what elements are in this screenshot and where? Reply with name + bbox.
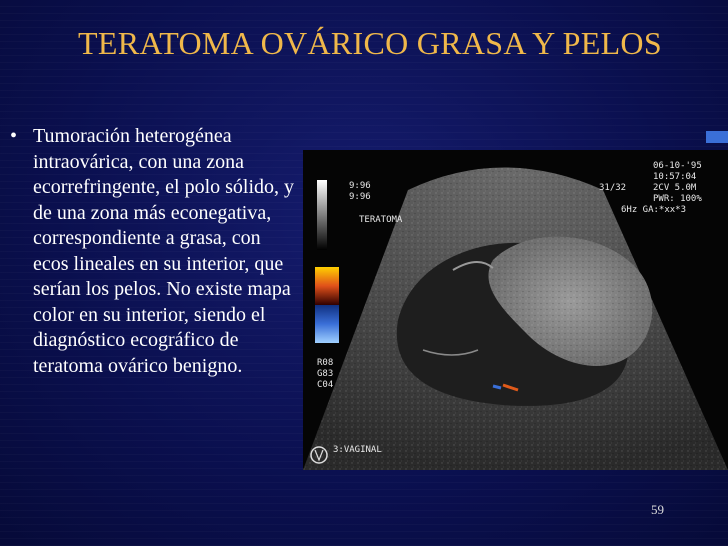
ultrasound-image: [303, 150, 728, 470]
us-g: G83: [317, 369, 334, 379]
color-scale-red: [315, 267, 339, 305]
bullet-text: Tumoración heterogénea intraovárica, con una zona ecorrefringente, el polo sólido, y de una zona más econegativa, correspondiente a grasa, con ecos lineales en su interior, que serían los pelos. No existe mapa color en su interior, siendo el diagnóstico ecográfico de teratoma ovárico benigno.: [33, 125, 295, 377]
us-c: C04: [317, 380, 334, 390]
us-reject: R08: [317, 358, 334, 368]
us-freq: 6Hz GA:*xx*3: [621, 205, 687, 215]
us-power: PWR: 100%: [653, 194, 702, 204]
us-probe: 3:VAGINAL: [333, 445, 382, 455]
bullet-item: [10, 124, 300, 379]
us-depth-1: 9:96: [349, 181, 371, 191]
us-gain: 2CV 5.0M: [653, 183, 697, 193]
edge-decoration: [706, 131, 728, 143]
us-time: 10:57:04: [653, 172, 697, 182]
color-scale-blue: [315, 305, 339, 343]
us-frame: 31/32: [599, 183, 627, 193]
bullet-marker: •: [10, 125, 18, 147]
grayscale-bar: [317, 180, 327, 250]
us-depth-2: 9:96: [349, 192, 371, 202]
us-label: TERATOMA: [359, 215, 403, 225]
us-date: 06-10-'95: [653, 161, 702, 171]
page-number: 59: [651, 502, 664, 517]
slide-title: TERATOMA OVÁRICO GRASA Y PELOS: [78, 25, 662, 61]
